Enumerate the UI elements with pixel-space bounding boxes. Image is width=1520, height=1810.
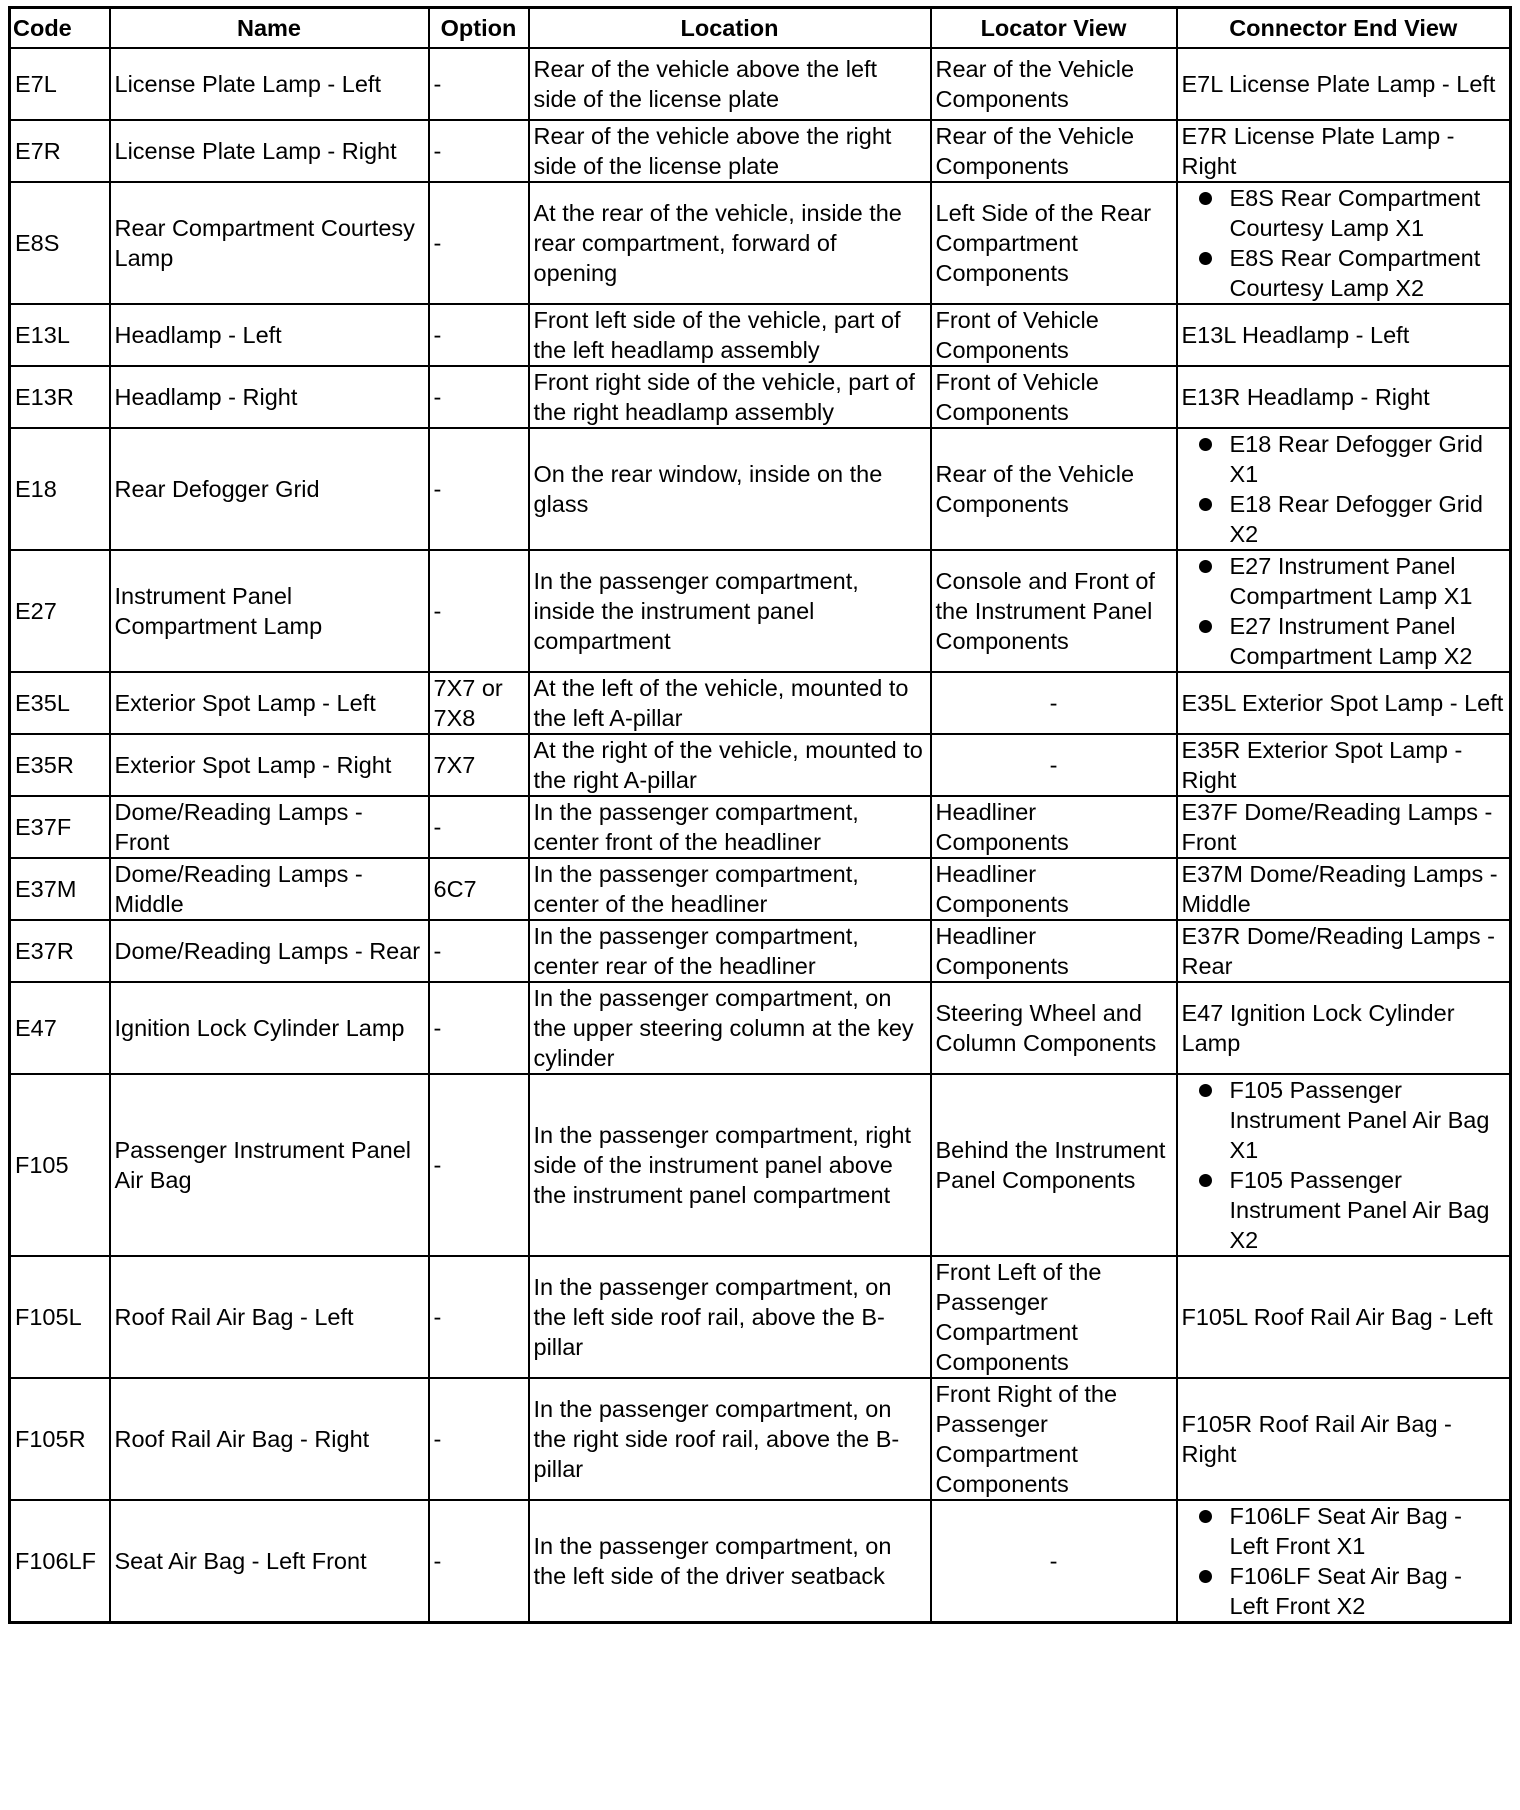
cell-option: -	[429, 182, 529, 304]
cell-option: -	[429, 920, 529, 982]
table-row	[10, 182, 1511, 304]
cell-locator-view: Front of Vehicle Components	[931, 304, 1177, 366]
connector-list-item: E18 Rear Defogger Grid X1	[1182, 429, 1506, 489]
connector-list-item: F106LF Seat Air Bag - Left Front X1	[1182, 1501, 1506, 1561]
cell-location: In the passenger compartment, inside the instrument panel compartment	[529, 550, 931, 672]
cell-name: Headlamp - Left	[110, 304, 429, 366]
cell-name: Dome/Reading Lamps - Rear	[110, 920, 429, 982]
cell-name: Dome/Reading Lamps - Middle	[110, 858, 429, 920]
connector-list-item: E8S Rear Compartment Courtesy Lamp X1	[1182, 183, 1506, 243]
cell-location: At the right of the vehicle, mounted to the right A-pillar	[529, 734, 931, 796]
cell-connector-end-view: E35L Exterior Spot Lamp - Left	[1177, 672, 1511, 734]
connector-list-item: F105 Passenger Instrument Panel Air Bag X1	[1182, 1075, 1506, 1165]
cell-connector-end-view: E37F Dome/Reading Lamps - Front	[1177, 796, 1511, 858]
table-row	[10, 672, 1511, 734]
cell-name: License Plate Lamp - Left	[110, 48, 429, 120]
column-header-locator-view: Locator View	[931, 8, 1177, 49]
connector-list-item: F106LF Seat Air Bag - Left Front X2	[1182, 1561, 1506, 1621]
cell-connector-end-view: F105L Roof Rail Air Bag - Left	[1177, 1256, 1511, 1378]
connector-list-item: E27 Instrument Panel Compartment Lamp X1	[1182, 551, 1506, 611]
cell-option: -	[429, 1500, 529, 1623]
cell-locator-view: Rear of the Vehicle Components	[931, 120, 1177, 182]
cell-location: In the passenger compartment, center front of the headliner	[529, 796, 931, 858]
cell-location: Front right side of the vehicle, part of the right headlamp assembly	[529, 366, 931, 428]
cell-location: In the passenger compartment, on the upper steering column at the key cylinder	[529, 982, 931, 1074]
cell-locator-view: -	[931, 1500, 1177, 1623]
cell-code: F106LF	[10, 1500, 110, 1623]
cell-name: Ignition Lock Cylinder Lamp	[110, 982, 429, 1074]
cell-option: 7X7 or 7X8	[429, 672, 529, 734]
cell-name: Exterior Spot Lamp - Left	[110, 672, 429, 734]
cell-code: E47	[10, 982, 110, 1074]
cell-name: Roof Rail Air Bag - Left	[110, 1256, 429, 1378]
table-row	[10, 796, 1511, 858]
cell-option: 6C7	[429, 858, 529, 920]
cell-location: At the rear of the vehicle, inside the rear compartment, forward of opening	[529, 182, 931, 304]
table-row	[10, 366, 1511, 428]
cell-location: On the rear window, inside on the glass	[529, 428, 931, 550]
column-header-location: Location	[529, 8, 931, 49]
cell-locator-view: Rear of the Vehicle Components	[931, 428, 1177, 550]
table-row	[10, 428, 1511, 550]
cell-connector-end-view: E7R License Plate Lamp - Right	[1177, 120, 1511, 182]
cell-code: E8S	[10, 182, 110, 304]
cell-name: Roof Rail Air Bag - Right	[110, 1378, 429, 1500]
table-row	[10, 550, 1511, 672]
cell-option: -	[429, 366, 529, 428]
cell-locator-view: Console and Front of the Instrument Panel Components	[931, 550, 1177, 672]
connector-list	[1182, 429, 1506, 549]
cell-locator-view: Steering Wheel and Column Components	[931, 982, 1177, 1074]
cell-locator-view: Rear of the Vehicle Components	[931, 48, 1177, 120]
connector-list-item: E18 Rear Defogger Grid X2	[1182, 489, 1506, 549]
cell-name: Seat Air Bag - Left Front	[110, 1500, 429, 1623]
cell-code: E13R	[10, 366, 110, 428]
connector-list-item: E8S Rear Compartment Courtesy Lamp X2	[1182, 243, 1506, 303]
cell-code: F105R	[10, 1378, 110, 1500]
cell-name: Passenger Instrument Panel Air Bag	[110, 1074, 429, 1256]
cell-locator-view: -	[931, 734, 1177, 796]
cell-code: E37R	[10, 920, 110, 982]
cell-option: -	[429, 1256, 529, 1378]
cell-option: -	[429, 428, 529, 550]
cell-locator-view: -	[931, 672, 1177, 734]
cell-code: E18	[10, 428, 110, 550]
table-row	[10, 48, 1511, 120]
table-row	[10, 734, 1511, 796]
cell-name: License Plate Lamp - Right	[110, 120, 429, 182]
cell-code: F105L	[10, 1256, 110, 1378]
cell-locator-view: Front Left of the Passenger Compartment Components	[931, 1256, 1177, 1378]
table-row	[10, 304, 1511, 366]
cell-connector-end-view	[1177, 1500, 1511, 1623]
cell-option: -	[429, 982, 529, 1074]
cell-code: E7L	[10, 48, 110, 120]
cell-code: E7R	[10, 120, 110, 182]
table-row	[10, 120, 1511, 182]
header-row	[10, 8, 1511, 49]
cell-location: In the passenger compartment, on the right side roof rail, above the B-pillar	[529, 1378, 931, 1500]
cell-location: In the passenger compartment, on the left side of the driver seatback	[529, 1500, 931, 1623]
table-row	[10, 982, 1511, 1074]
connector-list	[1182, 183, 1506, 303]
connector-list	[1182, 551, 1506, 671]
cell-option: 7X7	[429, 734, 529, 796]
connector-list-item: E27 Instrument Panel Compartment Lamp X2	[1182, 611, 1506, 671]
cell-locator-view: Headliner Components	[931, 796, 1177, 858]
cell-locator-view: Behind the Instrument Panel Components	[931, 1074, 1177, 1256]
cell-locator-view: Headliner Components	[931, 920, 1177, 982]
table-row	[10, 1500, 1511, 1623]
connector-list	[1182, 1075, 1506, 1255]
cell-code: E35R	[10, 734, 110, 796]
cell-location: In the passenger compartment, right side of the instrument panel above the instrument panel compartment	[529, 1074, 931, 1256]
cell-connector-end-view: E47 Ignition Lock Cylinder Lamp	[1177, 982, 1511, 1074]
cell-location: In the passenger compartment, on the left side roof rail, above the B-pillar	[529, 1256, 931, 1378]
table-row	[10, 1256, 1511, 1378]
cell-connector-end-view: E37M Dome/Reading Lamps - Middle	[1177, 858, 1511, 920]
connector-list	[1182, 1501, 1506, 1621]
cell-connector-end-view	[1177, 550, 1511, 672]
cell-connector-end-view: E13R Headlamp - Right	[1177, 366, 1511, 428]
cell-locator-view: Headliner Components	[931, 858, 1177, 920]
cell-location: At the left of the vehicle, mounted to the left A-pillar	[529, 672, 931, 734]
cell-code: E35L	[10, 672, 110, 734]
cell-option: -	[429, 796, 529, 858]
cell-location: In the passenger compartment, center rear of the headliner	[529, 920, 931, 982]
table-row	[10, 920, 1511, 982]
cell-connector-end-view	[1177, 428, 1511, 550]
cell-locator-view: Front Right of the Passenger Compartment Components	[931, 1378, 1177, 1500]
cell-connector-end-view	[1177, 1074, 1511, 1256]
cell-option: -	[429, 550, 529, 672]
cell-option: -	[429, 1074, 529, 1256]
cell-location: Front left side of the vehicle, part of the left headlamp assembly	[529, 304, 931, 366]
cell-connector-end-view: E35R Exterior Spot Lamp - Right	[1177, 734, 1511, 796]
cell-connector-end-view: F105R Roof Rail Air Bag - Right	[1177, 1378, 1511, 1500]
column-header-code: Code	[10, 8, 110, 49]
column-header-option: Option	[429, 8, 529, 49]
cell-option: -	[429, 304, 529, 366]
cell-connector-end-view: E7L License Plate Lamp - Left	[1177, 48, 1511, 120]
cell-connector-end-view: E37R Dome/Reading Lamps - Rear	[1177, 920, 1511, 982]
table-row	[10, 1074, 1511, 1256]
table-body	[10, 48, 1511, 1623]
cell-code: E27	[10, 550, 110, 672]
cell-locator-view: Front of Vehicle Components	[931, 366, 1177, 428]
cell-code: E13L	[10, 304, 110, 366]
cell-location: In the passenger compartment, center of the headliner	[529, 858, 931, 920]
cell-code: E37F	[10, 796, 110, 858]
connector-list-item: F105 Passenger Instrument Panel Air Bag X2	[1182, 1165, 1506, 1255]
cell-name: Rear Defogger Grid	[110, 428, 429, 550]
cell-option: -	[429, 1378, 529, 1500]
cell-name: Instrument Panel Compartment Lamp	[110, 550, 429, 672]
cell-connector-end-view	[1177, 182, 1511, 304]
cell-name: Dome/Reading Lamps - Front	[110, 796, 429, 858]
cell-locator-view: Left Side of the Rear Compartment Components	[931, 182, 1177, 304]
cell-name: Rear Compartment Courtesy Lamp	[110, 182, 429, 304]
cell-location: Rear of the vehicle above the left side of the license plate	[529, 48, 931, 120]
cell-code: F105	[10, 1074, 110, 1256]
column-header-connector-end-view: Connector End View	[1177, 8, 1511, 49]
cell-option: -	[429, 120, 529, 182]
cell-name: Exterior Spot Lamp - Right	[110, 734, 429, 796]
cell-code: E37M	[10, 858, 110, 920]
table-row	[10, 858, 1511, 920]
table-row	[10, 1378, 1511, 1500]
cell-location: Rear of the vehicle above the right side of the license plate	[529, 120, 931, 182]
cell-option: -	[429, 48, 529, 120]
cell-name: Headlamp - Right	[110, 366, 429, 428]
column-header-name: Name	[110, 8, 429, 49]
component-locator-table	[8, 6, 1512, 1624]
cell-connector-end-view: E13L Headlamp - Left	[1177, 304, 1511, 366]
